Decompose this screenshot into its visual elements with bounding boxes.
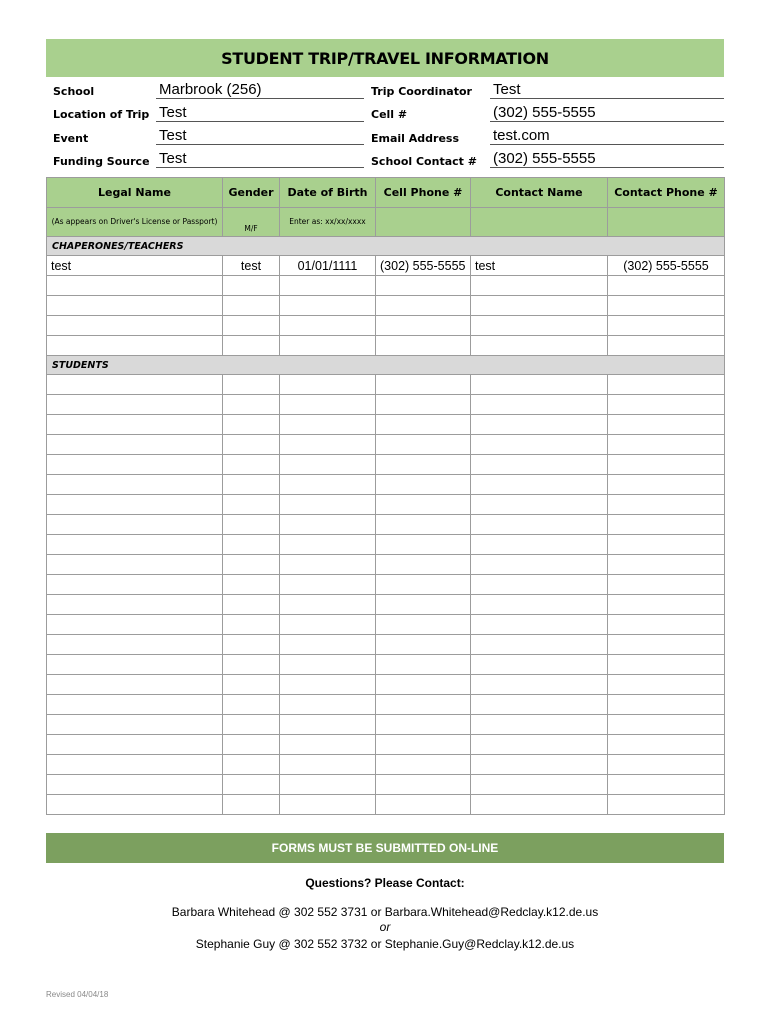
cell-cell-phone[interactable] xyxy=(376,336,471,356)
table-row xyxy=(47,495,725,515)
coordinator-field[interactable]: Test xyxy=(490,80,724,99)
table-row xyxy=(47,336,725,356)
students-section-label: STUDENTS xyxy=(47,356,725,375)
cell-contact-phone[interactable] xyxy=(608,535,725,555)
cell-legal-name[interactable] xyxy=(47,715,223,735)
cell-contact-name[interactable] xyxy=(471,435,608,455)
table-row xyxy=(47,296,725,316)
cell-contact-name[interactable] xyxy=(471,395,608,415)
cell-date-of-birth[interactable] xyxy=(280,635,376,655)
cell-cell-phone[interactable] xyxy=(376,775,471,795)
cell-cell-phone[interactable] xyxy=(376,495,471,515)
location-label: Location of Trip xyxy=(53,108,150,121)
cell-legal-name[interactable] xyxy=(47,296,223,316)
contact-or: or xyxy=(379,920,391,934)
cell-date-of-birth[interactable] xyxy=(280,675,376,695)
cell-contact-name[interactable] xyxy=(471,415,608,435)
cell-date-of-birth[interactable] xyxy=(280,475,376,495)
cell-contact-phone[interactable] xyxy=(608,755,725,775)
table-row xyxy=(47,575,725,595)
cell-contact-phone[interactable] xyxy=(608,555,725,575)
cell-gender[interactable] xyxy=(223,595,280,615)
coordinator-label: Trip Coordinator xyxy=(371,85,472,98)
table-row xyxy=(47,795,725,815)
cell-gender[interactable]: test xyxy=(223,256,280,276)
cell-contact-phone[interactable] xyxy=(608,615,725,635)
cell-contact-name[interactable] xyxy=(471,336,608,356)
cell-gender[interactable] xyxy=(223,735,280,755)
col-gender: Gender xyxy=(223,178,280,208)
cell-contact-phone[interactable] xyxy=(608,695,725,715)
cell-gender[interactable] xyxy=(223,435,280,455)
cell-gender[interactable] xyxy=(223,715,280,735)
subheader-contact-phone xyxy=(608,208,725,237)
table-row xyxy=(47,475,725,495)
cell-legal-name[interactable] xyxy=(47,635,223,655)
cell-cell-phone[interactable] xyxy=(376,715,471,735)
funding-label: Funding Source xyxy=(53,155,150,168)
table-row xyxy=(47,655,725,675)
cell-contact-phone[interactable] xyxy=(608,655,725,675)
cell-date-of-birth[interactable] xyxy=(280,296,376,316)
cell-date-of-birth[interactable] xyxy=(280,575,376,595)
subheader-legal-name: (As appears on Driver's License or Passport) xyxy=(47,208,223,237)
cell-legal-name[interactable] xyxy=(47,735,223,755)
subheader-date-of-birth: Enter as: xx/xx/xxxx xyxy=(280,208,376,237)
cell-gender[interactable] xyxy=(223,635,280,655)
cell-cell-phone[interactable] xyxy=(376,435,471,455)
subheader-contact-name xyxy=(471,208,608,237)
cell-gender[interactable] xyxy=(223,535,280,555)
cell-contact-name[interactable] xyxy=(471,775,608,795)
cell-date-of-birth[interactable] xyxy=(280,455,376,475)
cell-cell-phone[interactable] xyxy=(376,415,471,435)
cell-contact-phone[interactable] xyxy=(608,515,725,535)
cell-date-of-birth[interactable] xyxy=(280,655,376,675)
table-row xyxy=(47,535,725,555)
cell-date-of-birth[interactable] xyxy=(280,595,376,615)
event-label: Event xyxy=(53,132,89,145)
table-row xyxy=(47,775,725,795)
header-row xyxy=(47,178,725,208)
table-row xyxy=(47,435,725,455)
cell-cell-phone[interactable] xyxy=(376,515,471,535)
table-row xyxy=(47,375,725,395)
cell-cell-phone[interactable] xyxy=(376,735,471,755)
table-row xyxy=(47,515,725,535)
cell-contact-phone[interactable] xyxy=(608,675,725,695)
email-field[interactable]: test.com xyxy=(490,126,724,145)
cell-contact-name[interactable] xyxy=(471,316,608,336)
cell-gender[interactable] xyxy=(223,495,280,515)
cell-contact-phone[interactable] xyxy=(608,336,725,356)
cell-gender[interactable] xyxy=(223,415,280,435)
school-contact-field[interactable]: (302) 555-5555 xyxy=(490,149,724,168)
cell-legal-name[interactable] xyxy=(47,695,223,715)
cell-contact-name[interactable] xyxy=(471,635,608,655)
col-legal-name: Legal Name xyxy=(47,178,223,208)
cell-label: Cell # xyxy=(371,108,408,121)
cell-date-of-birth[interactable] xyxy=(280,555,376,575)
roster-table xyxy=(46,177,725,815)
table-row xyxy=(47,755,725,775)
school-contact-label: School Contact # xyxy=(371,155,477,168)
table-row xyxy=(47,455,725,475)
cell-date-of-birth[interactable] xyxy=(280,715,376,735)
cell-contact-phone[interactable] xyxy=(608,455,725,475)
cell-date-of-birth[interactable]: 01/01/1111 xyxy=(280,256,376,276)
cell-date-of-birth[interactable] xyxy=(280,515,376,535)
school-label: School xyxy=(53,85,95,98)
cell-contact-phone[interactable] xyxy=(608,495,725,515)
cell-cell-phone[interactable] xyxy=(376,455,471,475)
cell-cell-phone[interactable] xyxy=(376,635,471,655)
table-row xyxy=(47,615,725,635)
cell-cell-phone[interactable] xyxy=(376,675,471,695)
cell-legal-name[interactable] xyxy=(47,475,223,495)
cell-date-of-birth[interactable] xyxy=(280,795,376,815)
cell-contact-name[interactable]: test xyxy=(471,256,608,276)
cell-gender[interactable] xyxy=(223,336,280,356)
cell-gender[interactable] xyxy=(223,276,280,296)
cell-cell-phone[interactable] xyxy=(376,475,471,495)
cell-contact-phone[interactable] xyxy=(608,475,725,495)
subheader-row xyxy=(47,208,725,237)
table-row xyxy=(47,555,725,575)
cell-cell-phone[interactable] xyxy=(376,615,471,635)
cell-legal-name[interactable] xyxy=(47,595,223,615)
cell-contact-phone[interactable] xyxy=(608,375,725,395)
cell-legal-name[interactable] xyxy=(47,375,223,395)
email-label: Email Address xyxy=(371,132,460,145)
cell-date-of-birth[interactable] xyxy=(280,775,376,795)
cell-gender[interactable] xyxy=(223,675,280,695)
cell-gender[interactable] xyxy=(223,296,280,316)
cell-legal-name[interactable] xyxy=(47,316,223,336)
cell-gender[interactable] xyxy=(223,755,280,775)
cell-contact-phone[interactable] xyxy=(608,635,725,655)
cell-legal-name[interactable] xyxy=(47,276,223,296)
cell-contact-name[interactable] xyxy=(471,276,608,296)
cell-cell-phone[interactable] xyxy=(376,296,471,316)
cell-gender[interactable] xyxy=(223,775,280,795)
cell-gender[interactable] xyxy=(223,316,280,336)
school-field[interactable]: Marbrook (256) xyxy=(156,80,364,99)
table-row xyxy=(47,316,725,336)
cell-date-of-birth[interactable] xyxy=(280,395,376,415)
cell-legal-name[interactable] xyxy=(47,755,223,775)
cell-legal-name[interactable] xyxy=(47,515,223,535)
cell-gender[interactable] xyxy=(223,375,280,395)
cell-contact-name[interactable] xyxy=(471,755,608,775)
cell-contact-phone[interactable] xyxy=(608,775,725,795)
cell-cell-phone[interactable] xyxy=(376,595,471,615)
cell-gender[interactable] xyxy=(223,795,280,815)
cell-contact-name[interactable] xyxy=(471,535,608,555)
cell-contact-name[interactable] xyxy=(471,475,608,495)
cell-gender[interactable] xyxy=(223,615,280,635)
cell-gender[interactable] xyxy=(223,695,280,715)
cell-legal-name[interactable] xyxy=(47,535,223,555)
roster-body xyxy=(47,237,725,815)
submit-notice: FORMS MUST BE SUBMITTED ON-LINE xyxy=(46,833,724,863)
cell-contact-phone[interactable] xyxy=(608,435,725,455)
cell-date-of-birth[interactable] xyxy=(280,535,376,555)
cell-cell-phone[interactable] xyxy=(376,695,471,715)
cell-contact-name[interactable] xyxy=(471,675,608,695)
cell-contact-name[interactable] xyxy=(471,555,608,575)
revised-date: Revised 04/04/18 xyxy=(46,990,109,999)
col-contact-phone: Contact Phone # xyxy=(608,178,725,208)
cell-cell-phone[interactable] xyxy=(376,375,471,395)
cell-gender[interactable] xyxy=(223,395,280,415)
cell-legal-name[interactable] xyxy=(47,435,223,455)
cell-cell-phone[interactable] xyxy=(376,655,471,675)
table-row xyxy=(47,695,725,715)
cell-legal-name[interactable] xyxy=(47,575,223,595)
cell-contact-phone[interactable] xyxy=(608,316,725,336)
cell-contact-phone[interactable] xyxy=(608,795,725,815)
location-field[interactable]: Test xyxy=(156,103,364,122)
col-cell-phone: Cell Phone # xyxy=(376,178,471,208)
subheader-gender: M/F xyxy=(223,208,280,237)
cell-contact-name[interactable] xyxy=(471,575,608,595)
cell-date-of-birth[interactable] xyxy=(280,276,376,296)
cell-date-of-birth[interactable] xyxy=(280,615,376,635)
table-row xyxy=(47,395,725,415)
cell-date-of-birth[interactable] xyxy=(280,755,376,775)
cell-contact-name[interactable] xyxy=(471,455,608,475)
cell-legal-name[interactable] xyxy=(47,775,223,795)
contact-line-2: Stephanie Guy @ 302 552 3732 or Stephanie.Guy@Redclay.k12.de.us xyxy=(195,937,575,951)
cell-contact-name[interactable] xyxy=(471,615,608,635)
cell-cell-phone[interactable] xyxy=(376,795,471,815)
cell-cell-phone[interactable] xyxy=(376,575,471,595)
cell-contact-name[interactable] xyxy=(471,375,608,395)
chaperones-section-label: CHAPERONES/TEACHERS xyxy=(47,237,725,256)
table-row xyxy=(47,635,725,655)
questions-heading: Questions? Please Contact: xyxy=(305,876,465,890)
table-row xyxy=(47,675,725,695)
cell-cell-phone[interactable] xyxy=(376,535,471,555)
table-row xyxy=(47,256,725,276)
form-title: STUDENT TRIP/TRAVEL INFORMATION xyxy=(46,39,724,77)
table-row xyxy=(47,415,725,435)
cell-legal-name[interactable] xyxy=(47,395,223,415)
cell-contact-name[interactable] xyxy=(471,735,608,755)
table-row xyxy=(47,276,725,296)
cell-date-of-birth[interactable] xyxy=(280,435,376,455)
cell-contact-phone[interactable] xyxy=(608,575,725,595)
cell-date-of-birth[interactable] xyxy=(280,336,376,356)
chaperones-section-row xyxy=(47,237,725,256)
cell-gender[interactable] xyxy=(223,515,280,535)
table-row xyxy=(47,595,725,615)
cell-legal-name[interactable]: test xyxy=(47,256,223,276)
event-field[interactable]: Test xyxy=(156,126,364,145)
cell-date-of-birth[interactable] xyxy=(280,695,376,715)
cell-contact-phone[interactable] xyxy=(608,715,725,735)
cell-cell-phone[interactable] xyxy=(376,395,471,415)
cell-contact-name[interactable] xyxy=(471,515,608,535)
cell-gender[interactable] xyxy=(223,475,280,495)
cell-cell-phone[interactable] xyxy=(376,276,471,296)
cell-gender[interactable] xyxy=(223,575,280,595)
cell-contact-phone[interactable] xyxy=(608,395,725,415)
cell-legal-name[interactable] xyxy=(47,455,223,475)
contact-line-1: Barbara Whitehead @ 302 552 3731 or Barbara.Whitehead@Redclay.k12.de.us xyxy=(171,905,599,919)
cell-legal-name[interactable] xyxy=(47,795,223,815)
cell-contact-name[interactable] xyxy=(471,495,608,515)
students-section-row xyxy=(47,356,725,375)
cell-gender[interactable] xyxy=(223,455,280,475)
cell-contact-phone[interactable] xyxy=(608,296,725,316)
cell-cell-phone[interactable] xyxy=(376,555,471,575)
cell-contact-phone[interactable] xyxy=(608,595,725,615)
cell-legal-name[interactable] xyxy=(47,495,223,515)
funding-field[interactable]: Test xyxy=(156,149,364,168)
cell-contact-phone[interactable]: (302) 555-5555 xyxy=(608,256,725,276)
cell-contact-phone[interactable] xyxy=(608,735,725,755)
cell-cell-phone[interactable] xyxy=(376,316,471,336)
cell-field[interactable]: (302) 555-5555 xyxy=(490,103,724,122)
cell-gender[interactable] xyxy=(223,655,280,675)
col-date-of-birth: Date of Birth xyxy=(280,178,376,208)
cell-contact-name[interactable] xyxy=(471,655,608,675)
table-row xyxy=(47,715,725,735)
cell-date-of-birth[interactable] xyxy=(280,415,376,435)
cell-date-of-birth[interactable] xyxy=(280,495,376,515)
cell-cell-phone[interactable]: (302) 555-5555 xyxy=(376,256,471,276)
cell-contact-phone[interactable] xyxy=(608,276,725,296)
trip-info-section xyxy=(46,78,724,174)
cell-date-of-birth[interactable] xyxy=(280,316,376,336)
col-contact-name: Contact Name xyxy=(471,178,608,208)
cell-contact-name[interactable] xyxy=(471,715,608,735)
cell-legal-name[interactable] xyxy=(47,415,223,435)
cell-legal-name[interactable] xyxy=(47,615,223,635)
cell-contact-name[interactable] xyxy=(471,296,608,316)
table-row xyxy=(47,735,725,755)
cell-date-of-birth[interactable] xyxy=(280,375,376,395)
subheader-cell-phone xyxy=(376,208,471,237)
cell-legal-name[interactable] xyxy=(47,336,223,356)
cell-date-of-birth[interactable] xyxy=(280,735,376,755)
cell-contact-name[interactable] xyxy=(471,695,608,715)
cell-legal-name[interactable] xyxy=(47,555,223,575)
cell-contact-name[interactable] xyxy=(471,595,608,615)
cell-legal-name[interactable] xyxy=(47,675,223,695)
cell-legal-name[interactable] xyxy=(47,655,223,675)
cell-contact-name[interactable] xyxy=(471,795,608,815)
cell-gender[interactable] xyxy=(223,555,280,575)
cell-contact-phone[interactable] xyxy=(608,415,725,435)
cell-cell-phone[interactable] xyxy=(376,755,471,775)
